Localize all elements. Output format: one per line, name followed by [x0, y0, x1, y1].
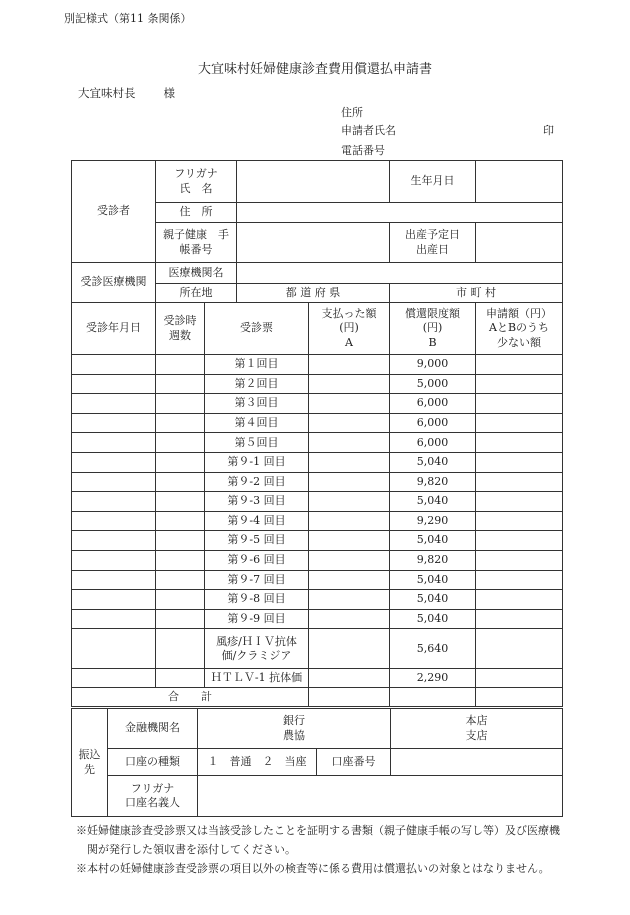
visit-weeks-field[interactable] [156, 472, 205, 492]
addressee-name: 大宜味村長 [78, 86, 136, 100]
visit-label: 第２回目 [205, 374, 309, 394]
visit-paid-field[interactable] [309, 531, 390, 551]
clinic-name-label: 医療機関名 [156, 263, 237, 284]
rubella-date-field[interactable] [72, 629, 156, 669]
patient-section-label: 受診者 [72, 161, 156, 263]
visit-limit: 9,820 [390, 550, 476, 570]
visit-paid-field[interactable] [309, 394, 390, 414]
col-header-weeks [156, 303, 205, 355]
visit-weeks-field[interactable] [156, 492, 205, 512]
handbook-label [156, 223, 237, 263]
visit-date-field[interactable] [72, 452, 156, 472]
addressee-honorific: 様 [163, 86, 175, 100]
visit-limit: 9,820 [390, 472, 476, 492]
visit-date-field[interactable] [72, 374, 156, 394]
visit-date-field[interactable] [72, 531, 156, 551]
limit-line1: 償還限度額 [405, 307, 461, 321]
institution-label: 金融機関名 [108, 709, 198, 749]
visit-paid-field[interactable] [309, 374, 390, 394]
visit-row [72, 550, 563, 570]
htlv-date-field[interactable] [72, 669, 156, 688]
visit-date-field[interactable] [72, 609, 156, 629]
visit-claim-field[interactable] [476, 452, 563, 472]
visit-limit: 5,000 [390, 374, 476, 394]
visit-claim-field[interactable] [476, 570, 563, 590]
visit-date-field[interactable] [72, 355, 156, 375]
page-title: 大宜味村妊婦健康診査費用償還払申請書 [197, 62, 432, 77]
htlv-label: ＨＴＬＶ-1 抗体価 [205, 669, 309, 688]
branch-suffix: 支店 [465, 728, 488, 742]
visit-date-field[interactable] [72, 511, 156, 531]
rubella-limit: 5,640 [390, 629, 476, 669]
limit-line2: (円) [422, 321, 443, 335]
clinic-name-field[interactable] [237, 263, 563, 284]
visit-weeks-field[interactable] [156, 355, 205, 375]
city-suffix: 市 町 村 [456, 285, 497, 299]
due-date-label [390, 223, 476, 263]
visit-label: 第１回目 [205, 355, 309, 375]
claim-line1: 申請額（円） [486, 307, 553, 321]
visit-paid-field[interactable] [309, 550, 390, 570]
visit-row [72, 452, 563, 472]
form-label: 別記様式（第11 条関係） [64, 12, 192, 25]
visit-row [72, 472, 563, 492]
weeks-line1: 受診時 [163, 314, 197, 328]
applicant-phone-label: 電話番号 [341, 144, 385, 157]
handbook-label-line2: 帳番号 [179, 242, 213, 256]
visit-paid-field[interactable] [309, 492, 390, 512]
applicant-name-label: 申請者氏名 [341, 124, 396, 137]
htlv-paid-field[interactable] [309, 669, 390, 688]
visit-date-field[interactable] [72, 590, 156, 610]
visit-label: 第９-5 回目 [205, 531, 309, 551]
bank-transfer-table [71, 708, 563, 817]
patient-name-field[interactable] [237, 161, 390, 203]
visit-weeks-field[interactable] [156, 394, 205, 414]
total-label: 合 計 [72, 688, 309, 707]
rubella-label [205, 629, 309, 669]
visit-date-field[interactable] [72, 550, 156, 570]
visit-date-field[interactable] [72, 413, 156, 433]
clinic-location-label: 所在地 [156, 284, 237, 303]
visit-row [72, 433, 563, 453]
visit-claim-field[interactable] [476, 609, 563, 629]
visit-paid-field[interactable] [309, 570, 390, 590]
visit-label: 第５回目 [205, 433, 309, 453]
birthdate-label: 生年月日 [390, 161, 476, 203]
visit-row [72, 413, 563, 433]
handbook-label-line1: 親子健康 手 [163, 228, 229, 242]
prefecture-field[interactable] [237, 284, 390, 303]
institution-field[interactable] [198, 709, 391, 749]
visit-date-field[interactable] [72, 492, 156, 512]
claim-line3: 少ない額 [497, 335, 542, 349]
visit-limit: 9,290 [390, 511, 476, 531]
visit-limit: 6,000 [390, 413, 476, 433]
visit-weeks-field[interactable] [156, 374, 205, 394]
paid-line1: 支払った額 [321, 307, 377, 321]
due-date-field[interactable] [476, 223, 563, 263]
city-field[interactable] [390, 284, 563, 303]
col-header-paid [309, 303, 390, 355]
visit-weeks-field[interactable] [156, 531, 205, 551]
account-holder-field[interactable] [198, 776, 563, 817]
total-claim-field[interactable] [476, 688, 563, 707]
applicant-address-label: 住所 [341, 106, 363, 119]
visit-weeks-field[interactable] [156, 452, 205, 472]
visit-limit: 5,040 [390, 570, 476, 590]
visit-claim-field[interactable] [476, 511, 563, 531]
furigana-label: フリガナ [174, 167, 218, 181]
visit-claim-field[interactable] [476, 394, 563, 414]
visit-claim-field[interactable] [476, 590, 563, 610]
visit-date-field[interactable] [72, 433, 156, 453]
visit-date-field[interactable] [72, 472, 156, 492]
rubella-paid-field[interactable] [309, 629, 390, 669]
note-3: ※本村の妊婦健康診査受診票の項目以外の検査等に係る費用は償還払いの対象とはなりません。 [76, 862, 550, 875]
htlv-weeks-field[interactable] [156, 669, 205, 688]
due-date-line1: 出産予定日 [405, 228, 461, 242]
paid-line3: A [345, 335, 353, 349]
bank-suffix: 銀行 [283, 714, 305, 728]
total-paid-field[interactable] [309, 688, 390, 707]
visit-label: 第９-2 回目 [205, 472, 309, 492]
visit-claim-field[interactable] [476, 550, 563, 570]
visit-claim-field[interactable] [476, 374, 563, 394]
visit-paid-field[interactable] [309, 511, 390, 531]
holder-name: 口座名義人 [125, 796, 180, 809]
visit-claim-field[interactable] [476, 413, 563, 433]
visit-paid-field[interactable] [309, 413, 390, 433]
seal-mark: 印 [543, 124, 554, 137]
visit-paid-field[interactable] [309, 452, 390, 472]
visit-claim-field[interactable] [476, 472, 563, 492]
visit-paid-field[interactable] [309, 355, 390, 375]
visit-row [72, 609, 563, 629]
visit-weeks-field[interactable] [156, 433, 205, 453]
visit-paid-field[interactable] [309, 590, 390, 610]
patient-address-field[interactable] [237, 203, 563, 223]
col-header-limit [390, 303, 476, 355]
total-limit-field [390, 688, 476, 707]
birthdate-field[interactable] [476, 161, 563, 203]
paid-line2: (円) [339, 321, 359, 335]
visit-weeks-field[interactable] [156, 590, 205, 610]
account-number-label: 口座番号 [317, 749, 391, 776]
handbook-number-field[interactable] [237, 223, 390, 263]
rubella-weeks-field[interactable] [156, 629, 205, 669]
visit-row [72, 492, 563, 512]
note-1: ※妊婦健康診査受診票又は当該受診したことを証明する書類（親子健康手帳の写し等）及び医療機 [76, 824, 560, 837]
limit-line3: B [428, 335, 437, 349]
visit-paid-field[interactable] [309, 472, 390, 492]
visit-claim-field[interactable] [476, 531, 563, 551]
visit-paid-field[interactable] [309, 609, 390, 629]
htlv-limit: 2,290 [390, 669, 476, 688]
coop-suffix: 農協 [283, 728, 305, 742]
visit-row [72, 511, 563, 531]
bank-section-label: 振込先 [72, 709, 108, 817]
rubella-line1: 風疹/ＨＩＶ抗体 [216, 634, 297, 648]
account-type-label: 口座の種類 [108, 749, 198, 776]
visit-label: 第９-7 回目 [205, 570, 309, 590]
visit-label: 第３回目 [205, 394, 309, 414]
visit-limit: 9,000 [390, 355, 476, 375]
name-label: 氏 名 [179, 181, 213, 195]
head-office-suffix: 本店 [465, 714, 488, 728]
patient-name-label [156, 161, 237, 203]
visit-label: 第９-8 回目 [205, 590, 309, 610]
application-table [71, 160, 563, 707]
visit-label: 第９-9 回目 [205, 609, 309, 629]
visit-limit: 5,040 [390, 590, 476, 610]
visit-label: 第４回目 [205, 413, 309, 433]
rubella-claim-field[interactable] [476, 629, 563, 669]
visit-limit: 5,040 [390, 452, 476, 472]
visit-row [72, 355, 563, 375]
account-type-options[interactable]: １ 普通 ２ 当座 [198, 749, 317, 776]
clinic-section-label: 受診医療機関 [72, 263, 156, 303]
visit-row [72, 590, 563, 610]
visit-date-field[interactable] [72, 570, 156, 590]
prefecture-suffix: 都 道 府 県 [285, 285, 341, 299]
visit-limit: 5,040 [390, 531, 476, 551]
visit-limit: 6,000 [390, 394, 476, 414]
claim-line2: AとBのうち [489, 321, 550, 335]
visit-weeks-field[interactable] [156, 570, 205, 590]
address-label: 住 所 [156, 203, 237, 223]
account-holder-label [108, 776, 198, 817]
visit-weeks-field[interactable] [156, 609, 205, 629]
note-2: 関が発行した領収書を添付してください。 [76, 843, 296, 856]
rubella-line2: 価/クラミジア [221, 648, 292, 662]
visit-limit: 6,000 [390, 433, 476, 453]
htlv-claim-field[interactable] [476, 669, 563, 688]
addressee [78, 86, 175, 100]
visit-claim-field[interactable] [476, 492, 563, 512]
visit-row [72, 394, 563, 414]
visit-date-field[interactable] [72, 394, 156, 414]
visit-limit: 5,040 [390, 609, 476, 629]
holder-furigana: フリガナ [130, 781, 175, 795]
visit-claim-field[interactable] [476, 433, 563, 453]
col-header-claim [476, 303, 563, 355]
visit-claim-field[interactable] [476, 355, 563, 375]
due-date-line2: 出産日 [416, 242, 450, 256]
visit-weeks-field[interactable] [156, 413, 205, 433]
col-header-date: 受診年月日 [72, 303, 156, 355]
visit-label: 第９-1 回目 [205, 452, 309, 472]
weeks-line2: 週数 [169, 328, 191, 342]
visit-weeks-field[interactable] [156, 550, 205, 570]
visit-label: 第９-3 回目 [205, 492, 309, 512]
visit-row [72, 570, 563, 590]
account-number-field[interactable] [391, 749, 563, 776]
visit-weeks-field[interactable] [156, 511, 205, 531]
visit-paid-field[interactable] [309, 433, 390, 453]
visit-row [72, 374, 563, 394]
visit-limit: 5,040 [390, 492, 476, 512]
col-header-ticket: 受診票 [205, 303, 309, 355]
branch-field[interactable] [391, 709, 563, 749]
visit-label: 第９-4 回目 [205, 511, 309, 531]
visit-row [72, 531, 563, 551]
visit-label: 第９-6 回目 [205, 550, 309, 570]
